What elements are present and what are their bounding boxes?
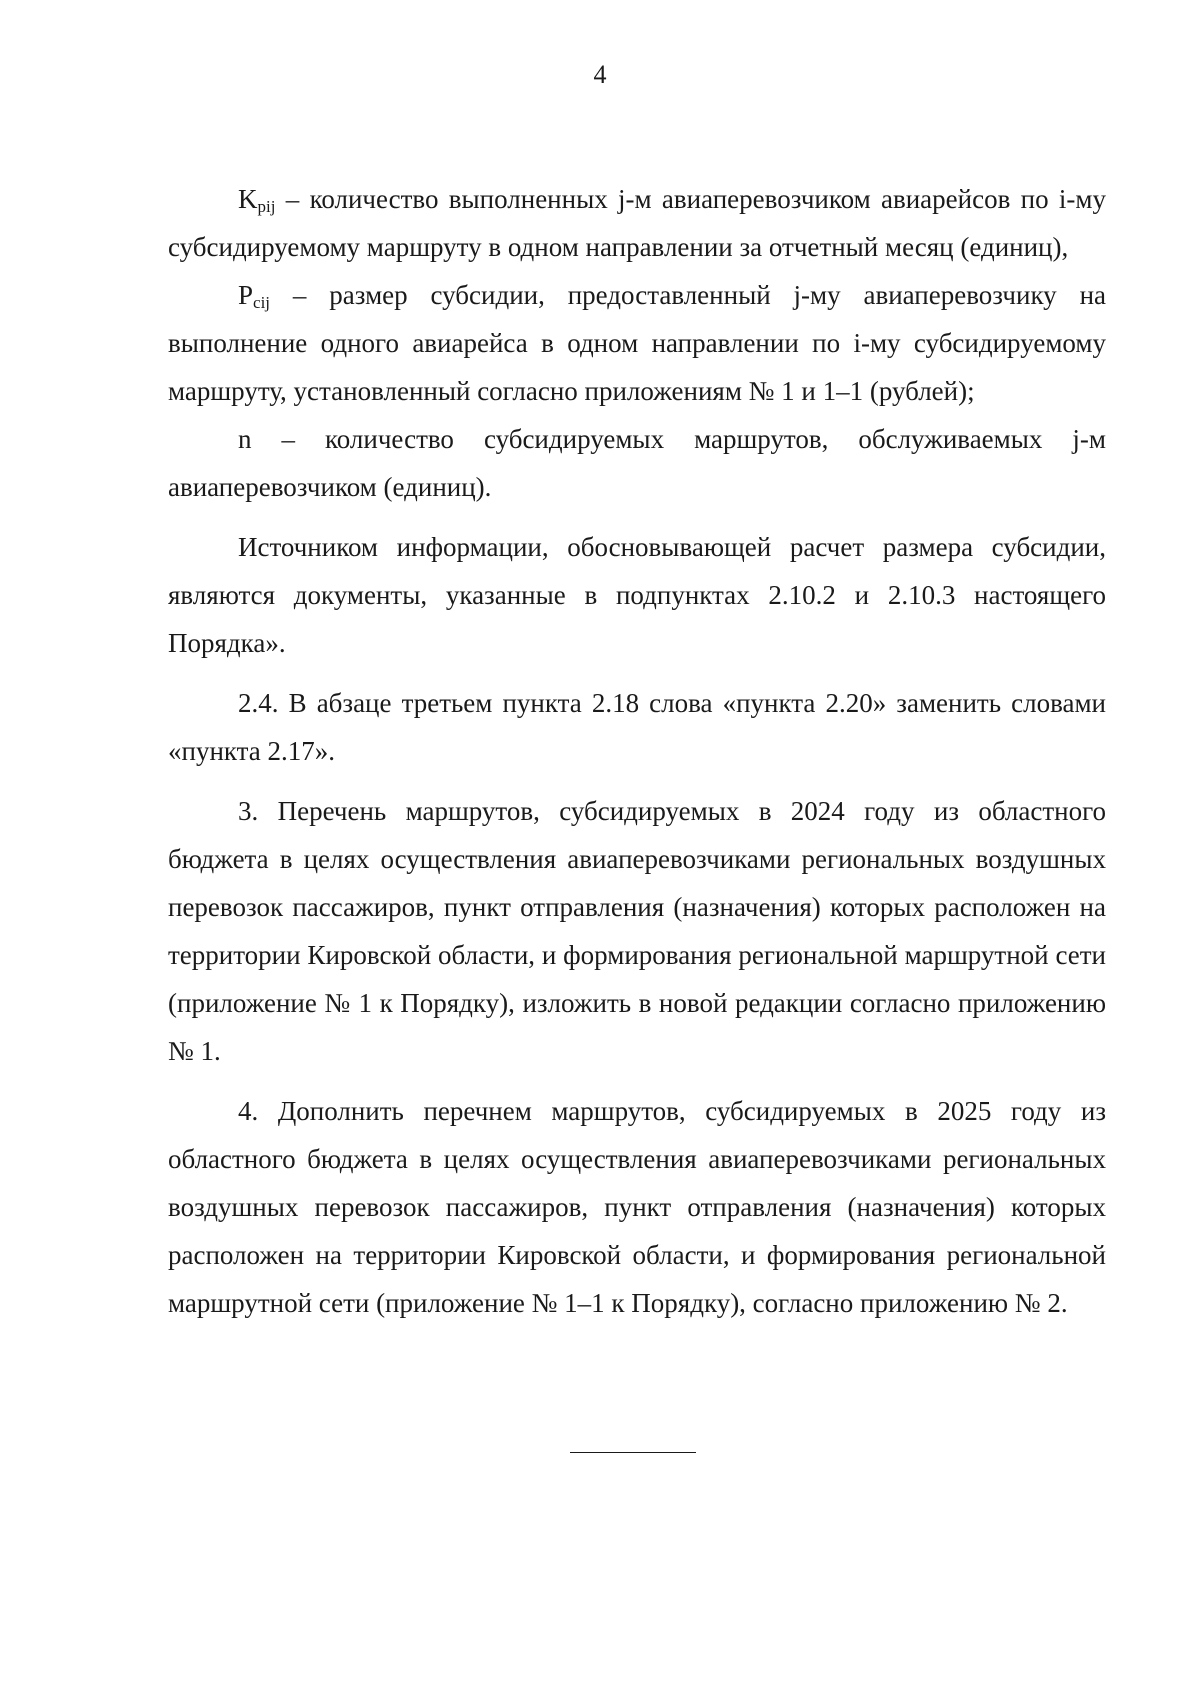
definition-text: – размер субсидии, предоставленный j-му авиаперевозчику на выполнение одного авиарейса в одном направлении по i-му субсидируемому маршруту, установленный согласно приложениям № 1 и 1–1 (рублей); <box>168 280 1106 406</box>
paragraph-2-4: 2.4. В абзаце третьем пункта 2.18 слова «пункта 2.20» заменить словами «пункта 2.17». <box>168 688 1106 766</box>
variable-symbol: n <box>238 424 252 454</box>
variable-subscript: pij <box>257 197 276 216</box>
variable-subscript: cij <box>253 293 271 312</box>
definition-text: – количество субсидируемых маршрутов, обслуживаемых j-м авиаперевозчиком (единиц). <box>168 424 1106 502</box>
definition-kpij <box>168 175 1106 271</box>
variable-n <box>238 424 252 454</box>
paragraph-4: 4. Дополнить перечнем маршрутов, субсидируемых в 2025 году из областного бюджета в целях осуществления авиаперевозчиками региональных воздушных перевозок пассажиров, пункт отправления (назначения) которых расположен на территории Кировской области, и формирования региональной маршрутной сети (приложение № 1–1 к Порядку), согласно приложению № 2. <box>168 1096 1106 1318</box>
page-number: 4 <box>593 60 607 89</box>
document-body <box>168 175 1106 1327</box>
variable-pcij <box>238 280 270 310</box>
definition-n <box>168 415 1106 511</box>
closing-divider <box>570 1452 696 1453</box>
definition-text: – количество выполненных j-м авиаперевозчиком авиарейсов по i-му субсидируемому маршруту в одном направлении за отчетный месяц (единиц), <box>168 184 1106 262</box>
variable-symbol: P <box>238 280 254 310</box>
paragraph-information-source: Источником информации, обосновывающей расчет размера субсидии, являются документы, указанные в подпунктах 2.10.2 и 2.10.3 настоящего Порядка». <box>168 532 1106 658</box>
variable-symbol: K <box>238 184 258 214</box>
variable-kpij <box>238 184 275 214</box>
definition-pcij <box>168 271 1106 415</box>
paragraph-3: 3. Перечень маршрутов, субсидируемых в 2024 году из областного бюджета в целях осуществления авиаперевозчиками региональных воздушных перевозок пассажиров, пункт отправления (назначения) которых расположен на территории Кировской области, и формирования региональной маршрутной сети (приложение № 1 к Порядку), изложить в новой редакции согласно приложению № 1. <box>168 796 1106 1066</box>
